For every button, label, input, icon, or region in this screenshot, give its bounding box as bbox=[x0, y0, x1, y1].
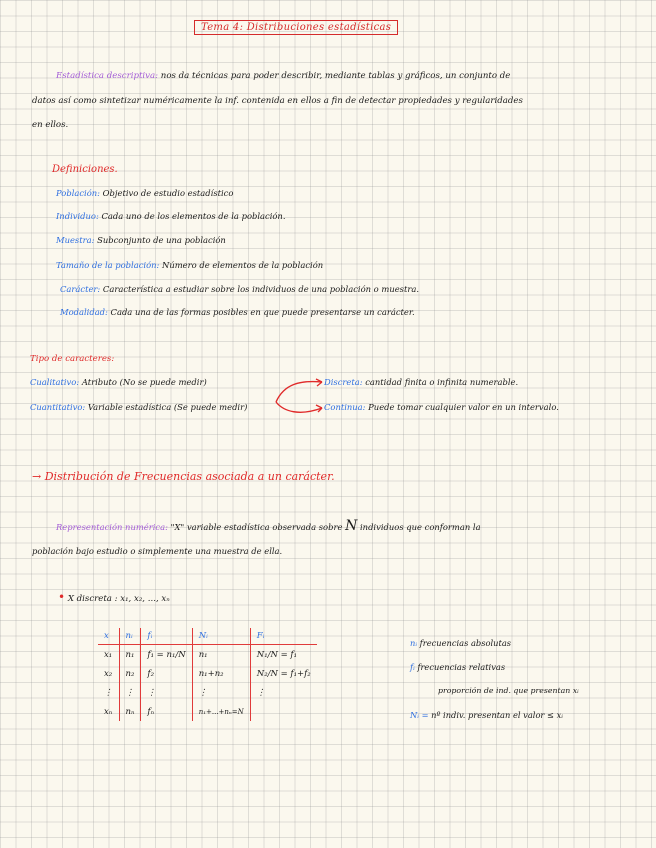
def-modalidad-term: Modalidad: bbox=[60, 307, 108, 317]
bullet-discrete bbox=[58, 590, 170, 604]
cell: n₁ bbox=[192, 645, 250, 665]
legend-ni bbox=[410, 638, 511, 648]
cell: n₁+...+nₙ=N bbox=[192, 702, 250, 721]
representation-line-2: población bajo estudio o simplemente una muestra de ella. bbox=[32, 546, 283, 556]
representation-end: individuos que conforman la bbox=[360, 522, 481, 532]
char-continuous-text: Puede tomar cualquier valor en un intervalo. bbox=[368, 402, 559, 412]
cell: n₁ bbox=[119, 645, 141, 665]
representation-line-1 bbox=[56, 514, 481, 540]
legend-fi-note: proporción de ind. que presentan xᵢ bbox=[438, 686, 579, 695]
bullet-dot: • bbox=[58, 590, 66, 604]
bullet-text: X discreta : x₁, x₂, ..., xₙ bbox=[67, 594, 170, 604]
cell: n₁+n₂ bbox=[192, 664, 250, 683]
arrow-head-discrete bbox=[316, 379, 322, 386]
cell: ⋮ bbox=[119, 683, 141, 702]
def-individuo bbox=[56, 211, 286, 221]
def-modalidad-text: Cada una de las formas posibles en que puede presentarse un carácter. bbox=[110, 307, 415, 317]
char-continuous-term: Continua: bbox=[324, 402, 366, 412]
legend-fi-text: frecuencias relativas bbox=[417, 662, 506, 672]
page-title: Tema 4: Distribuciones estadísticas bbox=[194, 20, 398, 35]
char-qualitative-text: Atributo (No se puede medir) bbox=[81, 377, 207, 387]
legend-fi bbox=[410, 662, 505, 672]
def-individuo-text: Cada uno de los elementos de la población. bbox=[101, 211, 286, 221]
cell: fₙ bbox=[141, 702, 192, 721]
distribution-heading: → Distribución de Frecuencias asociada a un carácter. bbox=[32, 470, 335, 483]
intro-line-1 bbox=[56, 64, 510, 89]
legend-ni-text: frecuencias absolutas bbox=[419, 638, 512, 648]
cell: x₂ bbox=[104, 668, 113, 679]
branch-arrows bbox=[270, 372, 330, 422]
def-tamano-text: Número de elementos de la población bbox=[162, 260, 324, 270]
char-quantitative-text: Variable estadística (Se puede medir) bbox=[87, 402, 248, 412]
representation-n: N bbox=[345, 518, 358, 534]
cell: f₂ bbox=[141, 664, 192, 683]
intro-text-1: nos da técnicas para poder describir, mediante tablas y gráficos, un conjunto de bbox=[160, 71, 511, 81]
intro-line-2: datos así como sintetizar numéricamente la inf. contenida en ellos a fin de detectar propiedades y regularidades bbox=[32, 96, 523, 106]
table-row bbox=[98, 683, 317, 702]
cell: ⋮ bbox=[250, 683, 316, 702]
legend-Ni bbox=[410, 710, 563, 720]
header-Fi: Fᵢ bbox=[250, 628, 316, 645]
def-tamano bbox=[56, 260, 323, 270]
intro-term: Estadística descriptiva: bbox=[56, 71, 159, 81]
def-poblacion-term: Población: bbox=[56, 188, 100, 198]
char-qualitative-term: Cualitativo: bbox=[30, 377, 80, 387]
arrow-to-discrete bbox=[276, 382, 322, 402]
arrow-to-continuous bbox=[276, 402, 322, 412]
legend-fi-sym: fᵢ bbox=[410, 662, 415, 672]
cell: n₂ bbox=[119, 664, 141, 683]
def-modalidad bbox=[60, 307, 415, 317]
cell bbox=[250, 702, 316, 721]
def-caracter-text: Característica a estudiar sobre los individuos de una población o muestra. bbox=[102, 284, 419, 294]
table-row bbox=[98, 702, 317, 721]
char-discrete-text: cantidad finita o infinita numerable. bbox=[365, 377, 519, 387]
definitions-heading: Definiciones. bbox=[52, 164, 118, 175]
cell: N₂/N = f₁+f₂ bbox=[250, 664, 316, 683]
def-muestra-term: Muestra: bbox=[56, 235, 95, 245]
intro-line-3: en ellos. bbox=[32, 120, 69, 130]
representation-term: Representación numérica: bbox=[56, 522, 168, 532]
cell: nₙ bbox=[119, 702, 141, 721]
cell: ⋮ bbox=[104, 687, 113, 698]
cell: N₁/N = f₁ bbox=[250, 645, 316, 665]
cell: ⋮ bbox=[192, 683, 250, 702]
def-tamano-term: Tamaño de la población: bbox=[56, 260, 160, 270]
table-header-row bbox=[98, 628, 317, 645]
def-muestra-text: Subconjunto de una población bbox=[97, 235, 226, 245]
representation-mid: "X" variable estadística observada sobre bbox=[170, 522, 343, 532]
char-quantitative-term: Cuantitativo: bbox=[30, 402, 86, 412]
cell: x₁ bbox=[104, 649, 113, 660]
characters-heading: Tipo de caracteres: bbox=[30, 354, 115, 364]
def-poblacion-text: Objetivo de estudio estadístico bbox=[102, 188, 234, 198]
header-fi: fᵢ bbox=[141, 628, 192, 645]
header-Ni: Nᵢ bbox=[192, 628, 250, 645]
char-qualitative bbox=[30, 377, 207, 387]
cell: xₙ bbox=[104, 706, 113, 717]
def-caracter-term: Carácter: bbox=[60, 284, 101, 294]
cell: f₁ = n₁/N bbox=[141, 645, 192, 665]
frequency-table bbox=[98, 628, 317, 721]
legend-Ni-sym: Nᵢ = bbox=[410, 710, 429, 720]
def-individuo-term: Individuo: bbox=[56, 211, 99, 221]
char-continuous bbox=[324, 402, 559, 412]
table-row bbox=[98, 664, 317, 683]
header-x: x bbox=[98, 628, 119, 645]
cell: ⋮ bbox=[141, 683, 192, 702]
legend-ni-sym: nᵢ bbox=[410, 638, 418, 648]
def-caracter bbox=[60, 284, 419, 294]
header-ni: nᵢ bbox=[119, 628, 141, 645]
char-quantitative bbox=[30, 402, 247, 412]
legend-Ni-text: nº indiv. presentan el valor ≤ xᵢ bbox=[431, 710, 563, 720]
def-muestra bbox=[56, 235, 226, 245]
table-row bbox=[98, 645, 317, 665]
char-discrete bbox=[324, 377, 518, 387]
char-discrete-term: Discreta: bbox=[324, 377, 363, 387]
def-poblacion bbox=[56, 188, 233, 198]
